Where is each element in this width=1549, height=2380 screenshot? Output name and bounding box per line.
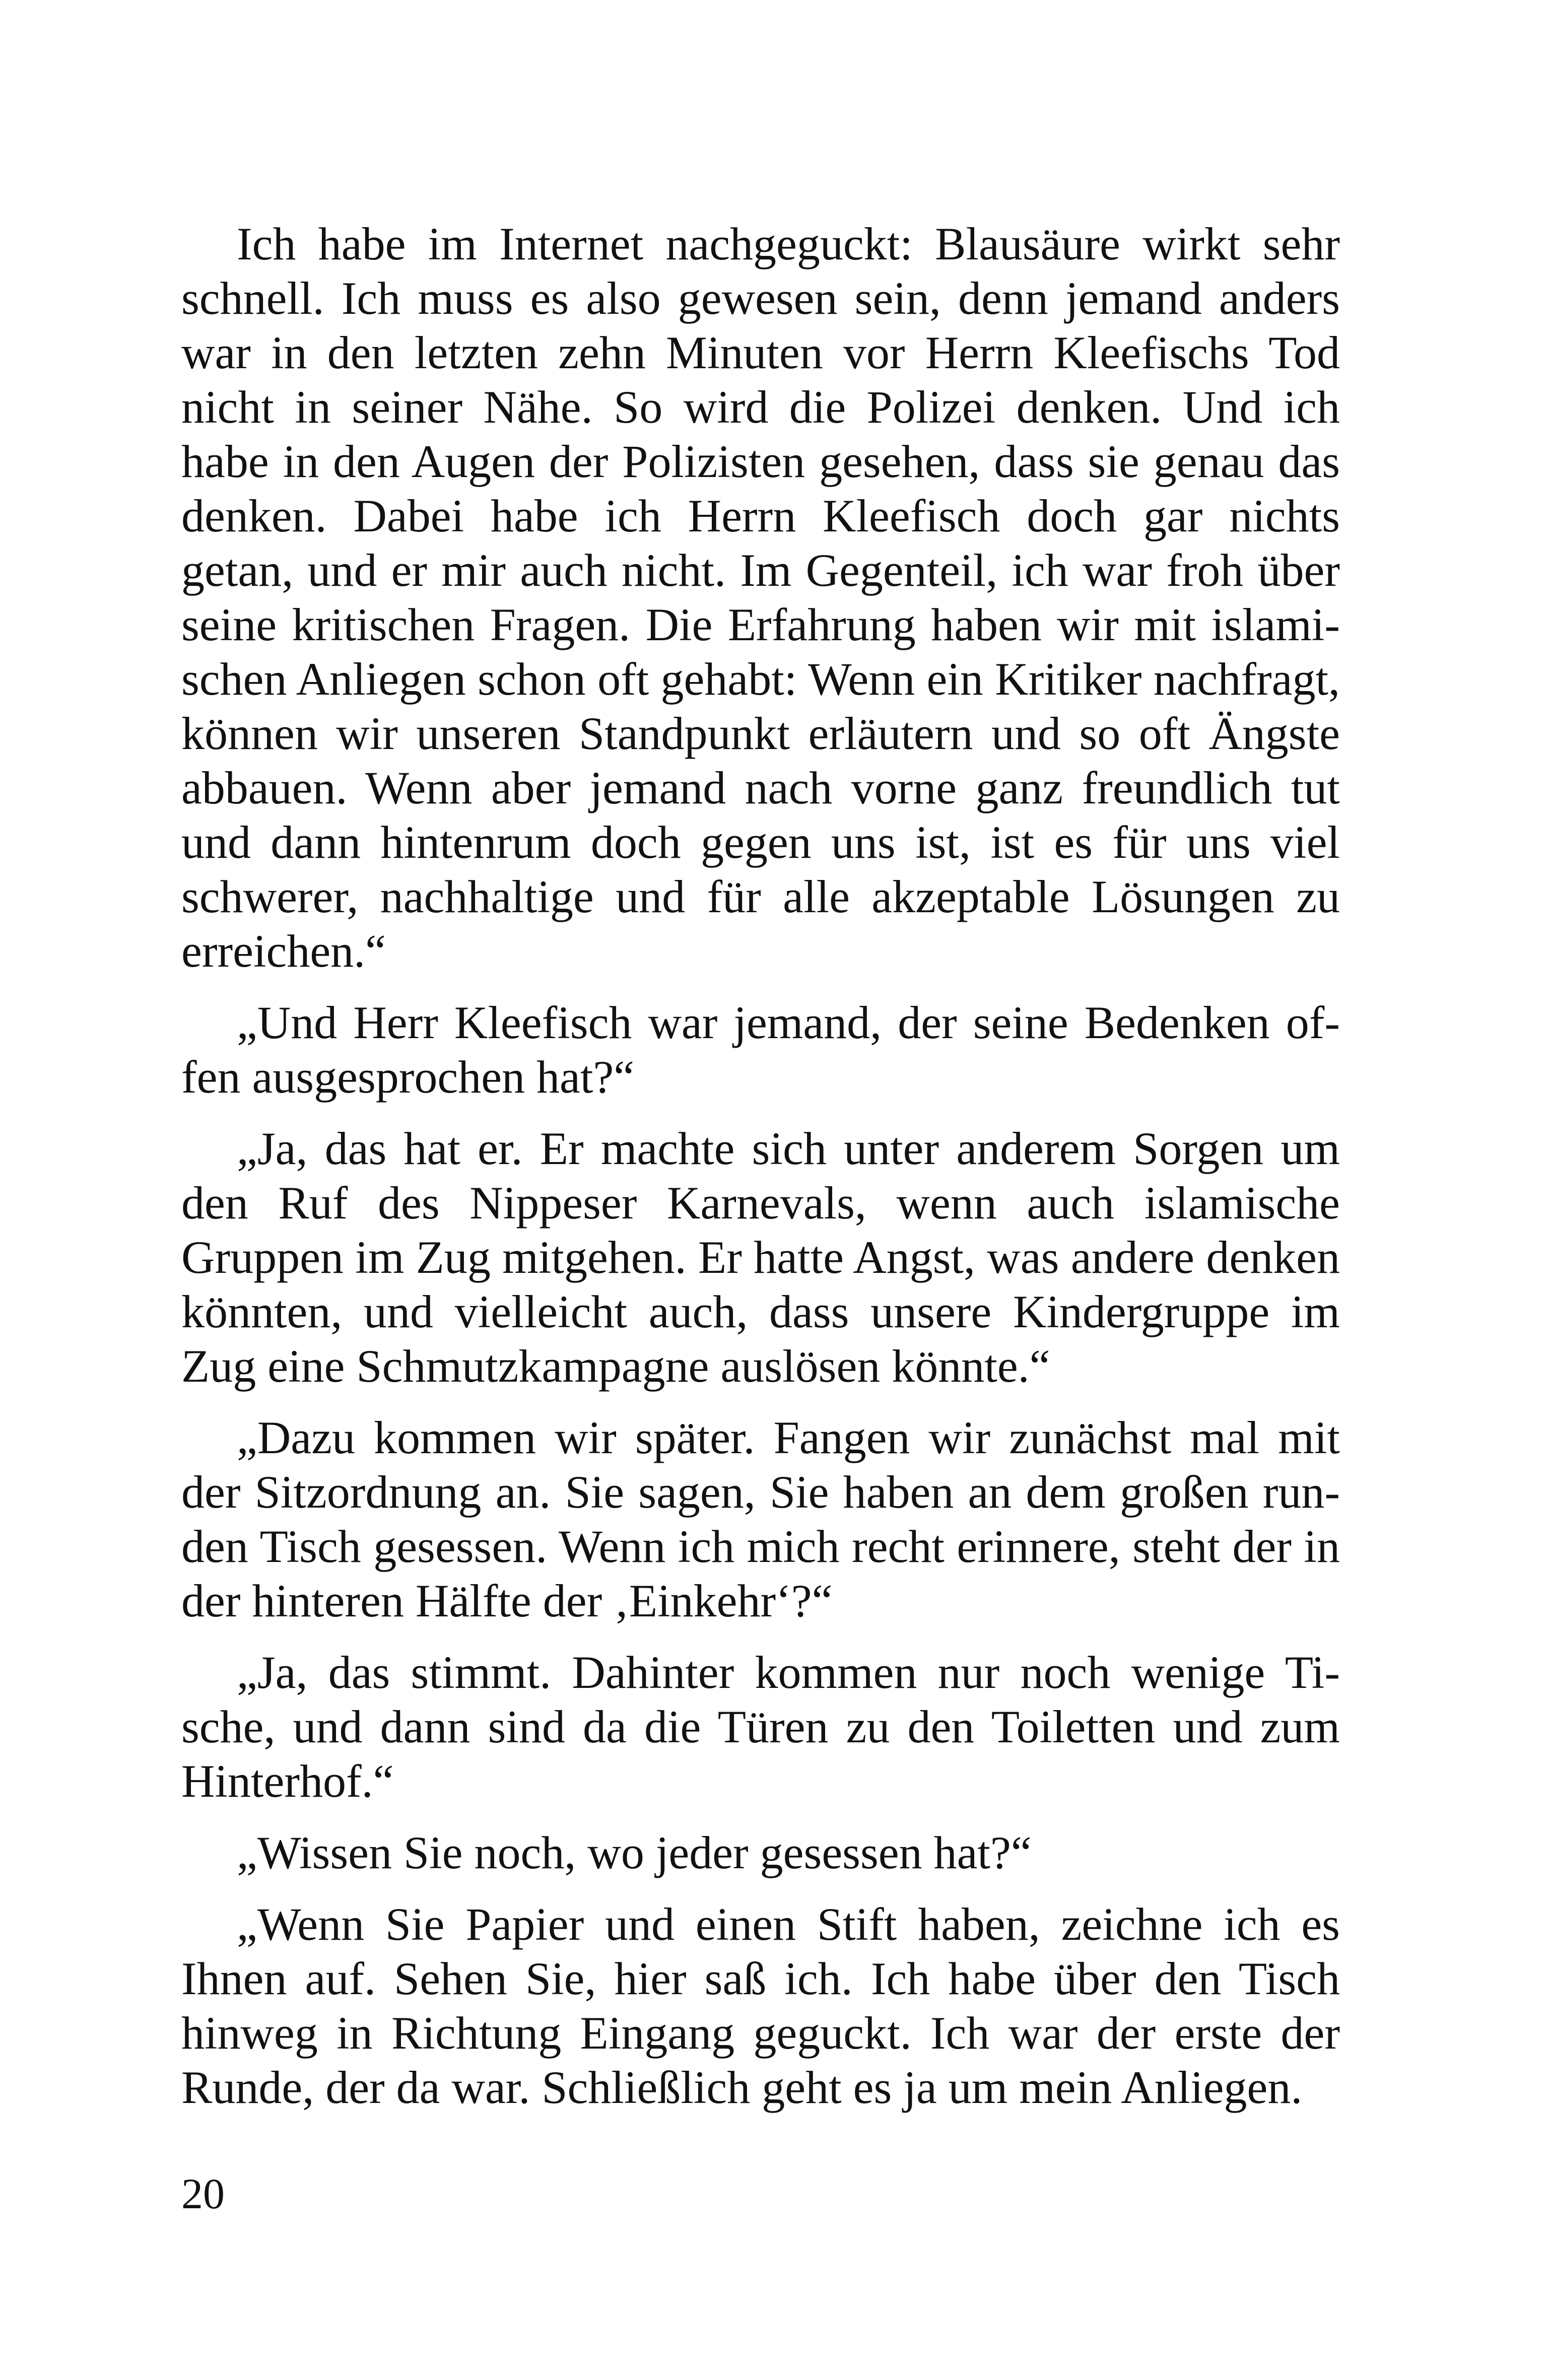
paragraph-1: Ich habe im Internet nachgeguckt: Blausäure wirkt sehr schnell. Ich muss es also gewesen sein, denn jemand anders war in den letzten zehn Minuten vor Herrn Kleefischs Tod nicht in seiner Nähe. So wird die Polizei denken. Und ich habe in den Augen der Polizisten gesehen, dass sie genau das denken. Dabei habe ich Herrn Kleefisch doch gar nichts getan, und er mir auch nicht. Im Gegenteil, ich war froh über seine kritischen Fragen. Die Erfahrung haben wir mit islamischen Anliegen schon oft gehabt: Wenn ein Kritiker nachfragt, können wir unseren Standpunkt erläutern und so oft Ängste abbauen. Wenn aber jemand nach vorne ganz freundlich tut und dann hintenrum doch gegen uns ist, ist es für uns viel schwerer, nachhaltige und für alle akzeptable Lösungen zu erreichen.“ <box>181 218 1340 977</box>
paragraph-6: „Wissen Sie noch, wo jeder gesessen hat?“ <box>237 1827 1032 1878</box>
page-number: 20 <box>181 2169 225 2218</box>
paragraph-3: „Ja, das hat er. Er machte sich unter anderem Sorgen um den Ruf des Nippeser Karnevals, wenn auch islamische Gruppen im Zug mitgehen. Er hatte Angst, was andere denken könnten, und vielleicht auch, dass unsere Kindergruppe im Zug eine Schmutzkampagne auslösen könnte.“ <box>181 1123 1340 1392</box>
body-text <box>181 217 1340 2115</box>
paragraph-5: „Ja, das stimmt. Dahinter kommen nur noch wenige Tische, und dann sind da die Türen zu den Toiletten und zum Hinterhof.“ <box>181 1647 1340 1807</box>
paragraph-7: „Wenn Sie Papier und einen Stift haben, zeichne ich es Ihnen auf. Sehen Sie, hier saß ich. Ich habe über den Tisch hinweg in Richtung Eingang geguckt. Ich war der erste der Runde, der da war. Schließlich geht es ja um mein Anliegen. <box>181 1898 1340 2113</box>
paragraph-4: „Dazu kommen wir später. Fangen wir zunächst mal mit der Sitzordnung an. Sie sagen, Sie haben an dem großen runden Tisch gesessen. Wenn ich mich recht erinnere, steht der in der hinteren Hälfte der ‚Einkehr‘?“ <box>181 1412 1340 1626</box>
paragraph-2: „Und Herr Kleefisch war jemand, der seine Bedenken offen ausgesprochen hat?“ <box>181 997 1340 1103</box>
